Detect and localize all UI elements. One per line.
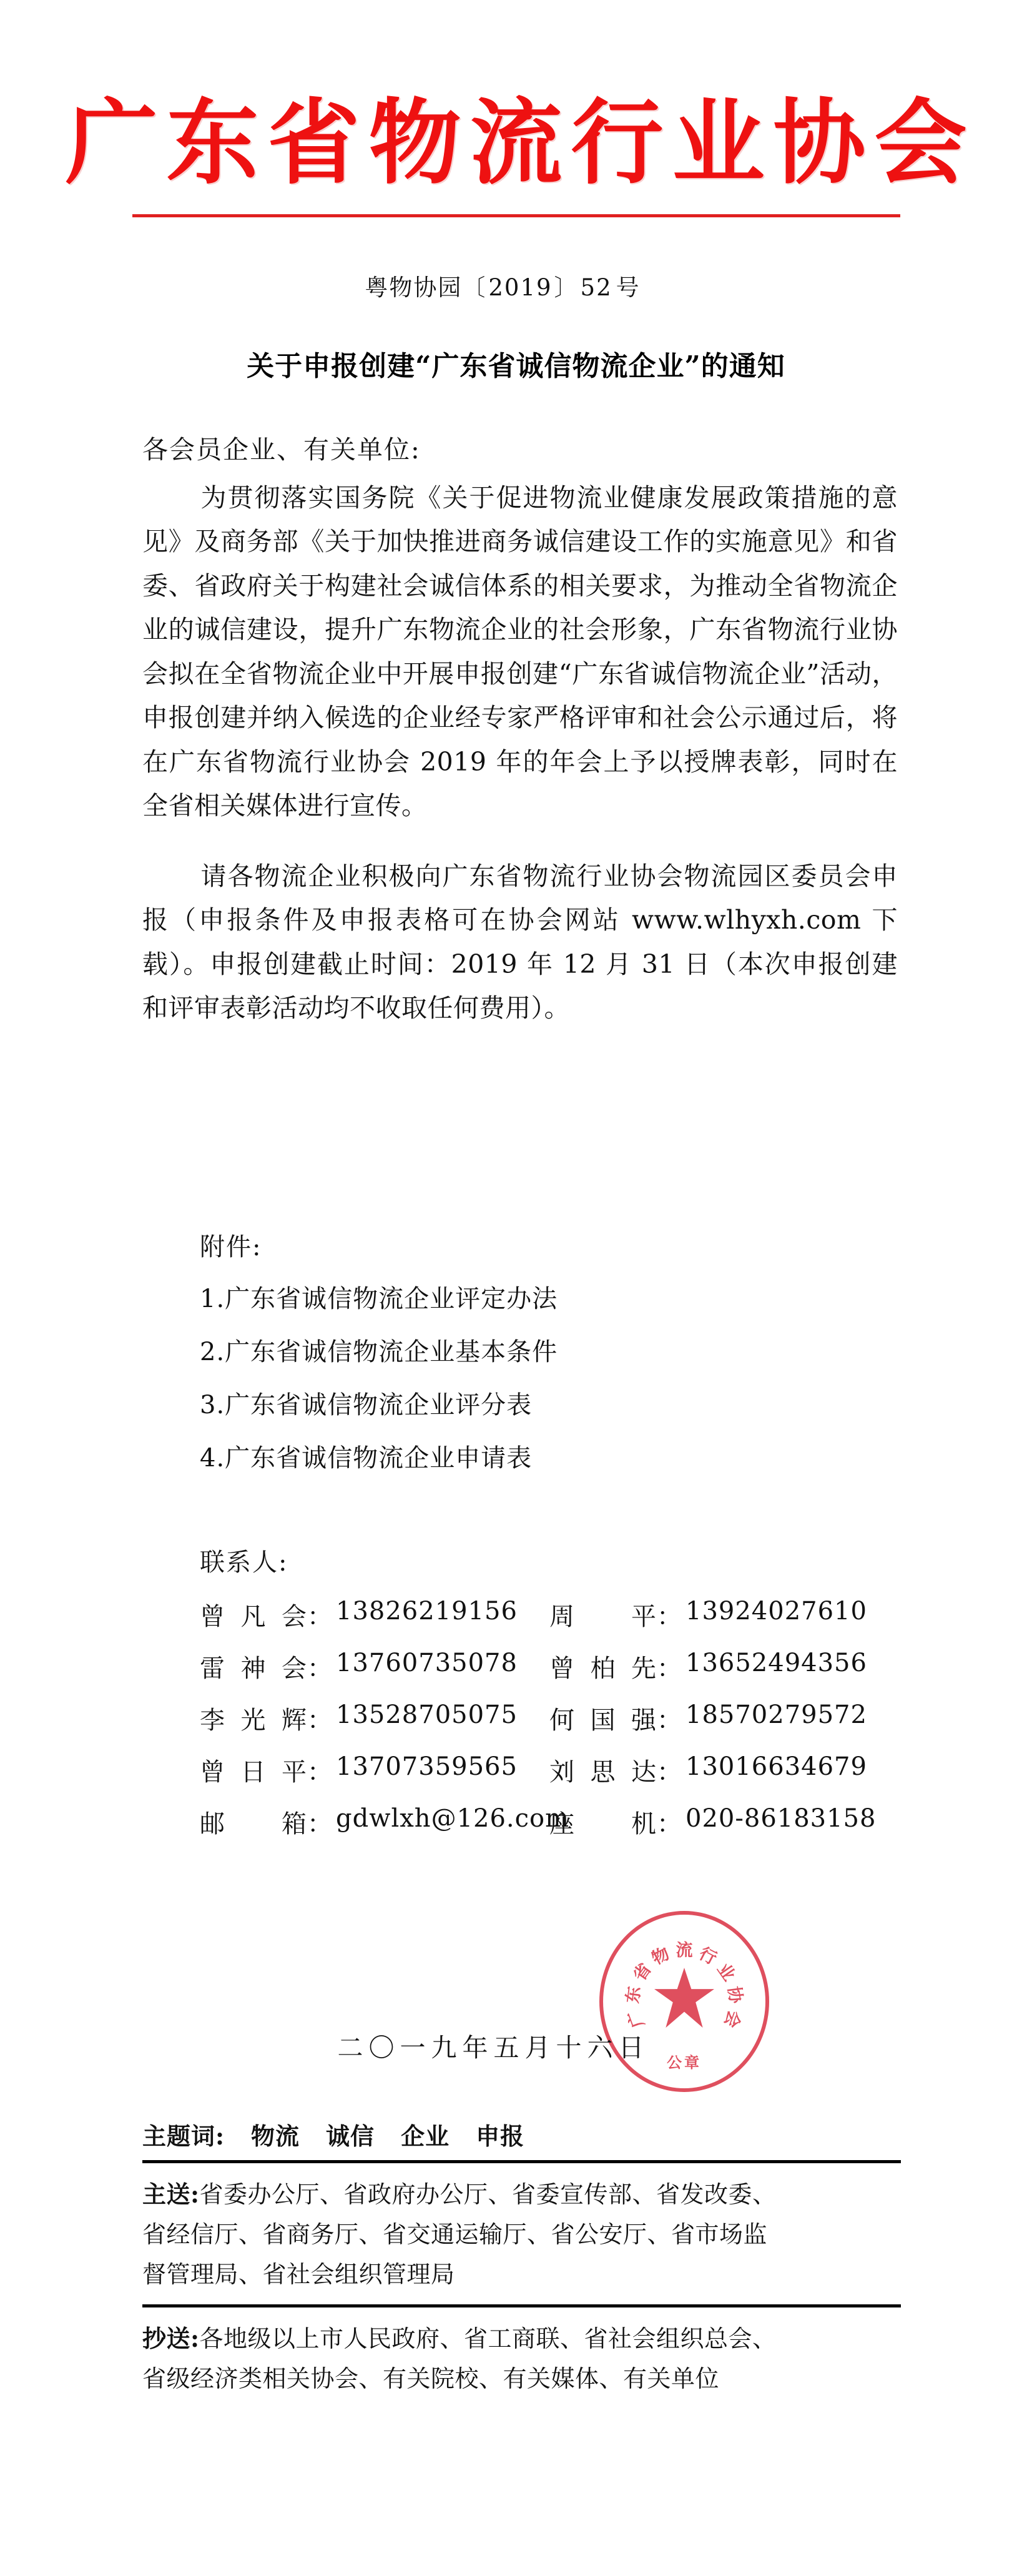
copy-recipients — [142, 2319, 901, 2409]
contact-phone: 13924027610 — [686, 1597, 867, 1626]
attachment-item: 1.广东省诚信物流企业评定办法 — [200, 1285, 558, 1313]
contact-row — [200, 1597, 905, 1632]
doc-number-suffix: 号 — [616, 274, 641, 301]
seal-arc-char: 省 — [629, 1960, 656, 1985]
contact-row — [200, 1752, 905, 1788]
official-seal-icon — [599, 1911, 769, 2092]
contact-entry — [549, 1752, 899, 1788]
signature-area — [0, 1911, 1032, 2098]
contact-name: 曾柏先 — [549, 1654, 657, 1683]
contact-landline-entry — [549, 1804, 899, 1840]
doc-number-bracket-open: 〔 — [462, 274, 487, 301]
copy-recipients-line: 省级经济类相关协会、有关院校、有关媒体、有关单位 — [142, 2365, 720, 2393]
primary-recipients-text: 省委办公厅、省政府办公厅、省委宣传部、省发改委、 — [199, 2181, 777, 2208]
contact-separator: ： — [657, 1654, 682, 1683]
seal-bottom-text: 公章 — [667, 2053, 702, 2071]
contact-separator: ： — [657, 1758, 682, 1787]
footer-divider-bottom — [142, 2304, 901, 2307]
keywords-label: 主题词: — [142, 2122, 225, 2150]
contact-entry — [549, 1649, 899, 1684]
contact-separator: ： — [657, 1810, 682, 1838]
seal-arc-char: 物 — [649, 1943, 673, 1969]
attachments-label: 附件: — [200, 1233, 262, 1261]
doc-number-year: 2019 — [488, 274, 553, 301]
doc-number-bracket-close: 〕 — [554, 274, 579, 301]
contacts-label: 联系人: — [200, 1548, 288, 1577]
attachment-item: 2.广东省诚信物流企业基本条件 — [200, 1338, 558, 1366]
seal-arc-char: 会 — [720, 2007, 744, 2030]
primary-recipients-line: 省经信厅、省商务厅、省交通运输厅、省公安厅、省市场监 — [142, 2220, 768, 2248]
keyword-item: 物流 — [251, 2122, 300, 2150]
contact-row — [200, 1649, 905, 1684]
primary-recipients-line: 督管理局、省社会组织管理局 — [142, 2260, 455, 2288]
keyword-item: 企业 — [401, 2122, 450, 2150]
seal-arc-char: 行 — [695, 1943, 720, 1969]
contact-separator: ： — [307, 1706, 332, 1735]
contact-email: gdwlxh@126.com — [336, 1804, 570, 1833]
doc-number-serial: 52 — [580, 274, 612, 301]
signature-date: 二〇一九年五月十六日 — [337, 2033, 650, 2063]
contact-entry — [200, 1752, 549, 1788]
contact-phone: 18570279572 — [686, 1700, 867, 1729]
contact-phone: 13826219156 — [336, 1597, 518, 1626]
copy-recipients-line — [142, 2319, 901, 2359]
primary-recipients-label: 主送: — [142, 2180, 200, 2208]
contact-phone: 13528705075 — [336, 1700, 518, 1729]
contact-name: 李光辉 — [200, 1706, 307, 1735]
contact-name: 雷神会 — [200, 1654, 307, 1683]
contact-phone: 13016634679 — [686, 1752, 867, 1781]
contact-name: 周 平 — [549, 1602, 657, 1631]
attachments-section — [200, 1227, 887, 1491]
contact-row — [200, 1700, 905, 1736]
body-paragraph-1-text: 为贯彻落实国务院《关于促进物流业健康发展政策措施的意见》及商务部《关于加快推进商务诚信建设工作的实施意见》和省委、省政府关于构建社会诚信体系的相关要求，为推动全省物流企业的诚信建设，提升广东物流企业的社会形象，广东省物流行业协会拟在全省物流企业中开展申报创建“广东省诚信物流企业”活动，申报创建并纳入候选的企业经专家严格评审和社会公示通过后，将在广东省物流行业协会 2019 年的年会上予以授牌表彰，同时在全省相关媒体进行宣传。 — [142, 482, 898, 821]
body-paragraph-2-text: 请各物流企业积极向广东省物流行业协会物流园区委员会申报（申报条件及申报表格可在协会网站 www.wlhyxh.com 下载）。申报创建截止时间：2019 年 12 月 31 日（本次申报创建和评审表彰活动均不收取任何费用）。 — [142, 861, 898, 1024]
attachment-item: 4.广东省诚信物流企业申请表 — [200, 1444, 533, 1473]
copy-recipients-label: 抄送: — [142, 2324, 200, 2353]
contact-entry — [549, 1597, 899, 1632]
document-body — [142, 431, 898, 1033]
contact-entry — [200, 1649, 549, 1684]
contact-phone: 13707359565 — [336, 1752, 518, 1781]
body-paragraph-1 — [142, 476, 898, 828]
contact-entry — [200, 1597, 549, 1632]
contact-name: 曾日平 — [200, 1758, 307, 1787]
footer-divider-top — [142, 2160, 901, 2163]
keyword-item: 诚信 — [326, 2122, 375, 2150]
seal-arc-char: 流 — [676, 1941, 693, 1960]
primary-recipients-line — [142, 2174, 901, 2215]
contact-email-label: 邮 箱 — [200, 1810, 307, 1838]
contact-separator: ： — [307, 1810, 332, 1838]
body-paragraph-2 — [142, 854, 898, 1030]
primary-recipients — [142, 2174, 901, 2304]
page-title: 关于申报创建“广东省诚信物流企业”的通知 — [247, 350, 785, 382]
contact-landline: 020-86183158 — [686, 1804, 877, 1833]
seal-arc-char: 广 — [624, 2007, 649, 2030]
contact-phone: 13652494356 — [686, 1649, 867, 1677]
contact-separator: ： — [307, 1654, 332, 1683]
document-footer — [142, 2117, 901, 2409]
organization-title: 广东省物流行业协会 — [65, 88, 976, 197]
contact-name: 何国强 — [549, 1706, 657, 1735]
document-number — [0, 269, 1032, 302]
contact-entry — [200, 1700, 549, 1736]
attachment-item: 3.广东省诚信物流企业评分表 — [200, 1391, 533, 1419]
contact-name: 曾凡会 — [200, 1602, 307, 1631]
contact-email-entry — [200, 1804, 570, 1840]
keyword-item: 申报 — [476, 2122, 525, 2150]
seal-arc-char: 协 — [724, 1985, 745, 2005]
seal-arc-char: 业 — [713, 1960, 739, 1985]
contact-separator: ： — [307, 1602, 332, 1631]
contact-entry — [549, 1700, 899, 1736]
contact-separator: ： — [657, 1706, 682, 1735]
doc-number-prefix: 粤物协园 — [365, 274, 463, 301]
letterhead-divider — [132, 214, 900, 217]
contact-name: 刘思达 — [549, 1758, 657, 1787]
seal-arc-char: 东 — [623, 1985, 645, 2005]
contact-separator: ： — [657, 1602, 682, 1631]
letterhead — [0, 88, 1032, 217]
keywords-line — [142, 2117, 901, 2160]
contact-separator: ： — [307, 1758, 332, 1787]
contacts-section — [200, 1542, 905, 1856]
contact-landline-label: 座 机 — [549, 1810, 657, 1838]
contact-row — [200, 1804, 905, 1840]
contact-phone: 13760735078 — [336, 1649, 518, 1677]
salutation: 各会员企业、有关单位: — [142, 435, 421, 465]
copy-recipients-text: 各地级以上市人民政府、省工商联、省社会组织总会、 — [199, 2325, 777, 2353]
